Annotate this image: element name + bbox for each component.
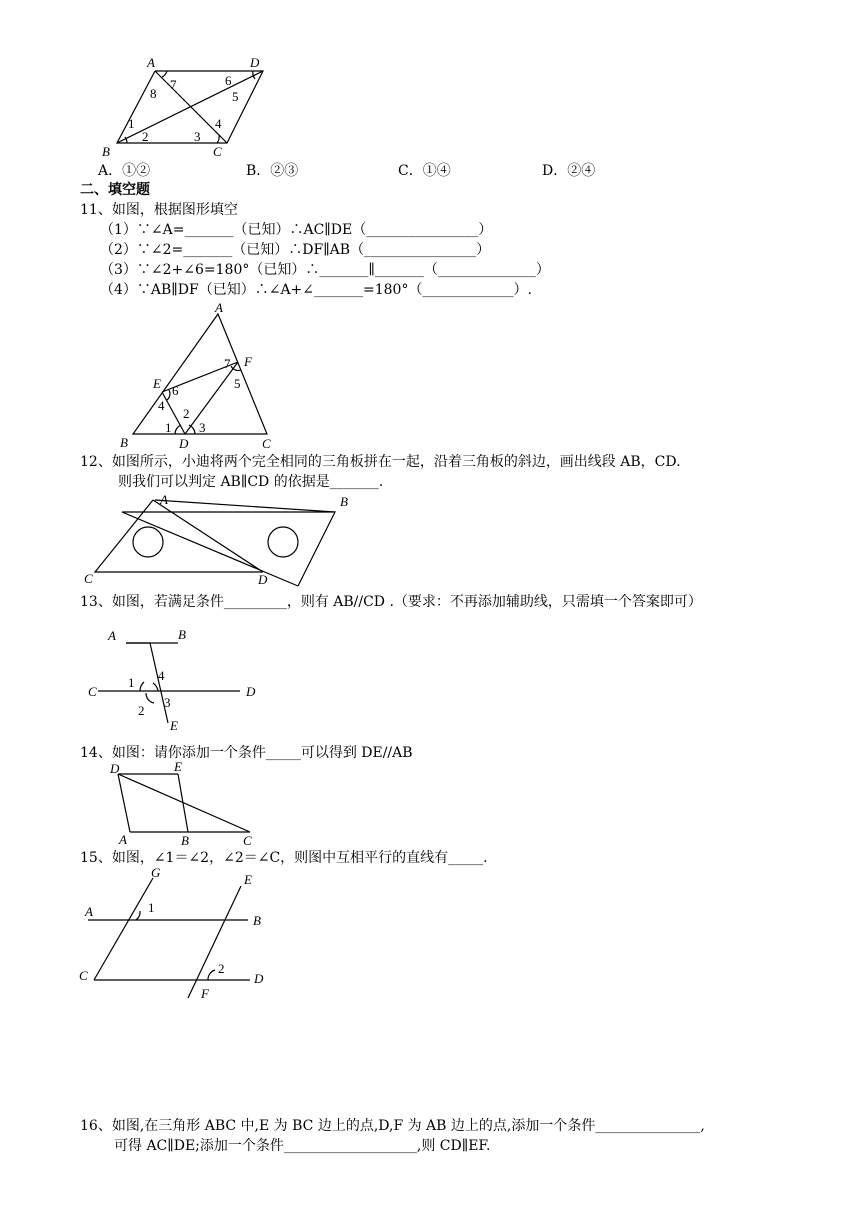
q14-figure — [104, 759, 274, 848]
q14-label-D: D — [110, 761, 120, 776]
q12-line-2: 则我们可以判定 AB∥CD 的依据是_______. — [118, 474, 384, 490]
q13-label-C: C — [88, 684, 97, 699]
q13-angle-2: 2 — [138, 703, 145, 718]
q14-label-C: C — [243, 833, 252, 848]
q10-label-A: A — [147, 55, 155, 70]
q13-line: 13、如图，若满足条件_________，则有 AB//CD .（要求：不再添加辅助线，只需填一个答案即可） — [80, 594, 702, 610]
q11-line-1: （1）∵∠A=_______（已知）∴AC∥DE（________________） — [100, 222, 493, 238]
q10-option-a: A．①② — [98, 163, 151, 179]
section-title: 二、填空题 — [80, 182, 150, 198]
q11-line-4: （4）∵AB∥DF（已知）∴∠A+∠_______=180°（_____________）. — [100, 282, 532, 298]
q10-option-b: B．②③ — [246, 163, 299, 179]
q10-angle-4: 4 — [215, 116, 222, 131]
q10-label-C: C — [213, 144, 222, 159]
q14-label-A: A — [119, 832, 127, 847]
q10-angle-7: 7 — [170, 77, 177, 92]
q11-label-D: D — [179, 436, 189, 451]
q15-label-G: G — [151, 865, 161, 880]
q15-label-F: F — [201, 986, 209, 1001]
q15-label-A: A — [85, 904, 93, 919]
q11-angle-5: 5 — [234, 376, 241, 391]
q13-label-E: E — [170, 718, 178, 733]
q12-set-squares-figure — [80, 492, 370, 592]
q15-label-E: E — [244, 872, 252, 887]
q10-label-D: D — [250, 55, 260, 70]
q10-angle-3: 3 — [194, 129, 201, 144]
q11-line-2: （2）∵∠2=_______（已知）∴DF∥AB（________________） — [100, 242, 491, 258]
q11-angle-7: 7 — [224, 356, 231, 371]
q14-label-B: B — [181, 833, 189, 848]
q13-label-A: A — [108, 628, 116, 643]
q10-angle-6: 6 — [225, 73, 232, 88]
q12-label-D: D — [258, 572, 268, 587]
q11-angle-6: 6 — [172, 383, 179, 398]
q12-line-1: 12、如图所示，小迪将两个完全相同的三角板拼在一起，沿着三角板的斜边，画出线段 AB，CD. — [80, 454, 681, 470]
q11-label-A: A — [215, 300, 223, 315]
q13-angle-4: 4 — [158, 668, 165, 683]
q10-angle-8: 8 — [150, 86, 157, 101]
q10-angle-5: 5 — [232, 89, 239, 104]
q15-line: 15、如图，∠1＝∠2，∠2＝∠C，则图中互相平行的直线有_____. — [80, 850, 488, 866]
q12-label-C: C — [84, 571, 93, 586]
q15-label-C: C — [79, 968, 88, 983]
q14-line: 14、如图：请你添加一个条件_____可以得到 DE//AB — [80, 745, 413, 761]
q10-label-B: B — [102, 144, 110, 159]
q11-label-C: C — [262, 436, 271, 451]
q11-label-E: E — [153, 376, 161, 391]
q13-angle-3: 3 — [164, 695, 171, 710]
q10-angle-2: 2 — [142, 129, 149, 144]
q12-label-B: B — [340, 494, 348, 509]
q10-option-c: C．①④ — [398, 163, 451, 179]
q10-parallelogram-figure — [95, 55, 275, 160]
q11-angle-1: 1 — [165, 420, 172, 435]
q15-angle-2: 2 — [218, 961, 225, 976]
q10-option-d: D．②④ — [542, 163, 596, 179]
q14-label-E: E — [174, 759, 182, 774]
q11-angle-2: 2 — [183, 406, 190, 421]
q13-lines-figure — [88, 625, 278, 733]
q13-label-B: B — [178, 627, 186, 642]
q11-triangle-figure — [115, 300, 285, 452]
q16-line-1: 16、如图,在三角形 ABC 中,E 为 BC 边上的点,D,F 为 AB 边上的点,添加一个条件_______________, — [80, 1118, 705, 1134]
q10-angle-1: 1 — [128, 116, 135, 131]
q13-angle-1: 1 — [128, 675, 135, 690]
q11-angle-4: 4 — [158, 398, 165, 413]
q15-label-D: D — [254, 971, 264, 986]
q11-label-F: F — [244, 354, 252, 369]
q15-angle-1: 1 — [148, 900, 155, 915]
q13-label-D: D — [246, 684, 256, 699]
q12-label-A: A — [160, 492, 168, 507]
q15-figure — [78, 866, 278, 1006]
q11-angle-3: 3 — [199, 420, 206, 435]
q16-line-2: 可得 AC∥DE;添加一个条件___________________,则 CD∥EF. — [114, 1138, 491, 1154]
q15-label-B: B — [253, 913, 261, 928]
q11-stem: 11、如图，根据图形填空 — [80, 202, 238, 218]
q11-label-B: B — [120, 435, 128, 450]
q11-line-3: （3）∵∠2+∠6=180°（已知）∴_______∥_______（______________） — [100, 262, 550, 278]
